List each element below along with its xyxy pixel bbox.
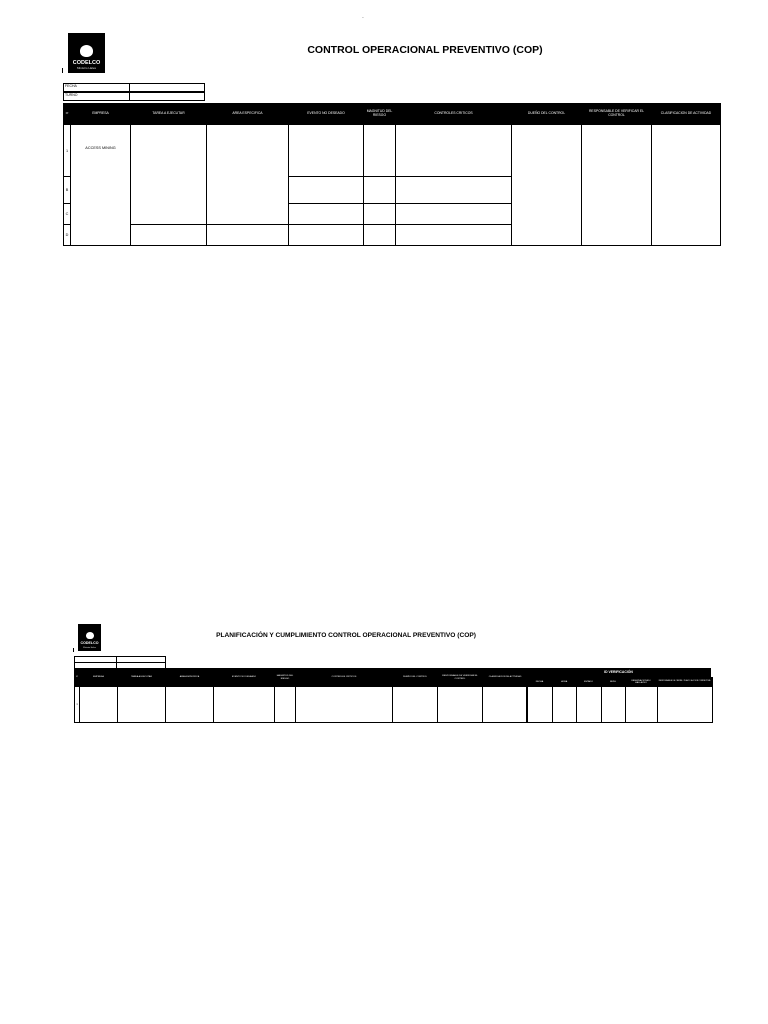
doc1-evento-cell[interactable] bbox=[289, 177, 364, 204]
doc1-area-cell[interactable] bbox=[207, 125, 289, 225]
doc2-verif-responsable-cell[interactable] bbox=[657, 687, 712, 723]
logo-brand: CODELCO bbox=[80, 641, 99, 646]
doc2-clasificacion-cell[interactable] bbox=[483, 687, 528, 723]
doc1-controles-cell[interactable] bbox=[396, 177, 512, 204]
doc1-header-tarea: TAREA A EJECUTAR bbox=[131, 104, 207, 125]
doc2-table bbox=[74, 668, 528, 723]
doc2-verif-header-fecha: FECHA bbox=[527, 678, 552, 687]
logo-brand: CODELCO bbox=[72, 59, 101, 66]
doc1-title: CONTROL OPERACIONAL PREVENTIVO (COP) bbox=[307, 44, 543, 56]
doc1-magnitud-cell[interactable] bbox=[364, 177, 396, 204]
doc1-controles-cell[interactable] bbox=[396, 225, 512, 246]
doc1-turno-label: TURNO bbox=[63, 92, 130, 101]
doc2-header-area: AREA ESPECIFICA bbox=[166, 669, 214, 687]
doc1-empresa-cell[interactable]: ACCESS MINING bbox=[71, 125, 131, 246]
doc2-magnitud-cell[interactable] bbox=[275, 687, 296, 723]
doc2-header-dueno: DUEÑO DEL CONTROL bbox=[393, 669, 438, 687]
doc1-tarea-cell[interactable] bbox=[131, 225, 207, 246]
doc2-verification-table bbox=[526, 677, 713, 723]
doc1-evento-cell[interactable] bbox=[289, 204, 364, 225]
doc1-evento-cell[interactable] bbox=[289, 125, 364, 177]
doc2-verification-header: ID VERIFICACIÓN bbox=[526, 668, 711, 677]
logo-tagline: Ministro Hales bbox=[76, 66, 96, 70]
doc1-turno-field[interactable] bbox=[129, 92, 205, 101]
doc1-dueno-cell[interactable] bbox=[512, 125, 582, 246]
doc1-row-number: D bbox=[64, 225, 71, 246]
doc1-header-magnitud: MAGNITUD DEL RIESGO bbox=[364, 104, 396, 125]
doc1-responsable-cell[interactable] bbox=[582, 125, 652, 246]
doc2-evento-cell[interactable] bbox=[214, 687, 275, 723]
doc2-verif-observaciones-cell[interactable] bbox=[625, 687, 657, 723]
doc2-header-empresa: EMPRESA bbox=[80, 669, 118, 687]
page-mark: ` bbox=[362, 18, 364, 24]
doc1-header-area: AREA ESPECIFICA bbox=[207, 104, 289, 125]
doc1-header-responsable: RESPONSABLE DE VERIFICAR EL CONTROL bbox=[582, 104, 652, 125]
doc2-controles-cell[interactable] bbox=[296, 687, 393, 723]
doc1-header-dueno: DUEÑO DEL CONTROL bbox=[512, 104, 582, 125]
doc2-tarea-cell[interactable] bbox=[118, 687, 166, 723]
codelco-logo bbox=[78, 624, 101, 651]
doc1-area-cell[interactable] bbox=[207, 225, 289, 246]
doc2-header-magnitud: MAGNITUD DEL RIESGO bbox=[275, 669, 296, 687]
doc2-header-evento: EVENTO NO DESEADO bbox=[214, 669, 275, 687]
doc1-clasificacion-cell[interactable] bbox=[652, 125, 721, 246]
doc1-controles-cell[interactable] bbox=[396, 204, 512, 225]
codelco-emblem-icon bbox=[86, 632, 94, 639]
margin-tick bbox=[62, 68, 63, 73]
doc1-header-clasificacion: CLASIFICACION DE ACTIVIDAD bbox=[652, 104, 721, 125]
doc1-row-number: C bbox=[64, 204, 71, 225]
doc2-verif-header-responsable-cierre: RESPONSABLE DE CIERRE / PLAZO / ACCION CORRECTIVA bbox=[657, 678, 712, 687]
doc2-verif-header-nivel: NIVEL bbox=[601, 678, 625, 687]
doc2-verif-fecha-cell[interactable] bbox=[527, 687, 552, 723]
doc1-controles-cell[interactable] bbox=[396, 125, 512, 177]
doc1-header-evento: EVENTO NO DESEADO bbox=[289, 104, 364, 125]
doc2-verif-header-observaciones: OBSERVACIONES / HALLAZGO bbox=[625, 678, 657, 687]
codelco-logo bbox=[68, 33, 105, 73]
doc1-header-controles: CONTROLES CRITICOS bbox=[396, 104, 512, 125]
doc1-row-number: B bbox=[64, 177, 71, 204]
doc2-verif-header-hora: HORA bbox=[552, 678, 576, 687]
doc1-tarea-cell[interactable] bbox=[131, 125, 207, 225]
doc1-header-num: Nº bbox=[64, 104, 71, 125]
doc2-empresa-cell[interactable] bbox=[80, 687, 118, 723]
doc1-magnitud-cell[interactable] bbox=[364, 204, 396, 225]
doc2-verif-hora-cell[interactable] bbox=[552, 687, 576, 723]
doc2-verif-nivel-cell[interactable] bbox=[601, 687, 625, 723]
doc1-magnitud-cell[interactable] bbox=[364, 125, 396, 177]
margin-tick bbox=[73, 648, 74, 652]
codelco-emblem-icon bbox=[80, 45, 93, 57]
doc2-responsable-cell[interactable] bbox=[438, 687, 483, 723]
doc2-header-tarea: TAREA A EJECUTAR bbox=[118, 669, 166, 687]
doc2-verif-estado-cell[interactable] bbox=[576, 687, 601, 723]
doc2-verif-header-estado: ESTADO bbox=[576, 678, 601, 687]
doc1-table bbox=[63, 103, 721, 246]
doc1-fecha-field[interactable] bbox=[129, 83, 205, 92]
doc2-header-clasificacion: CLASIFICACION DE ACTIVIDAD bbox=[483, 669, 528, 687]
doc2-header-responsable: RESPONSABLE DE VERIFICAR EL CONTROL bbox=[438, 669, 483, 687]
doc2-title: PLANIFICACIÓN Y CUMPLIMIENTO CONTROL OPERACIONAL PREVENTIVO (COP) bbox=[216, 632, 476, 639]
doc1-row-number: 1 bbox=[64, 125, 71, 177]
doc2-row-number: 1 bbox=[75, 687, 80, 723]
doc2-header-controles: CONTROLES CRITICOS bbox=[296, 669, 393, 687]
doc1-header-empresa: EMPRESA bbox=[71, 104, 131, 125]
doc2-dueno-cell[interactable] bbox=[393, 687, 438, 723]
doc1-magnitud-cell[interactable] bbox=[364, 225, 396, 246]
doc2-area-cell[interactable] bbox=[166, 687, 214, 723]
doc1-fecha-label: FECHA bbox=[63, 83, 130, 92]
doc2-header-num: Nº bbox=[75, 669, 80, 687]
doc1-evento-cell[interactable] bbox=[289, 225, 364, 246]
logo-tagline: Ministro Hales bbox=[83, 647, 96, 649]
